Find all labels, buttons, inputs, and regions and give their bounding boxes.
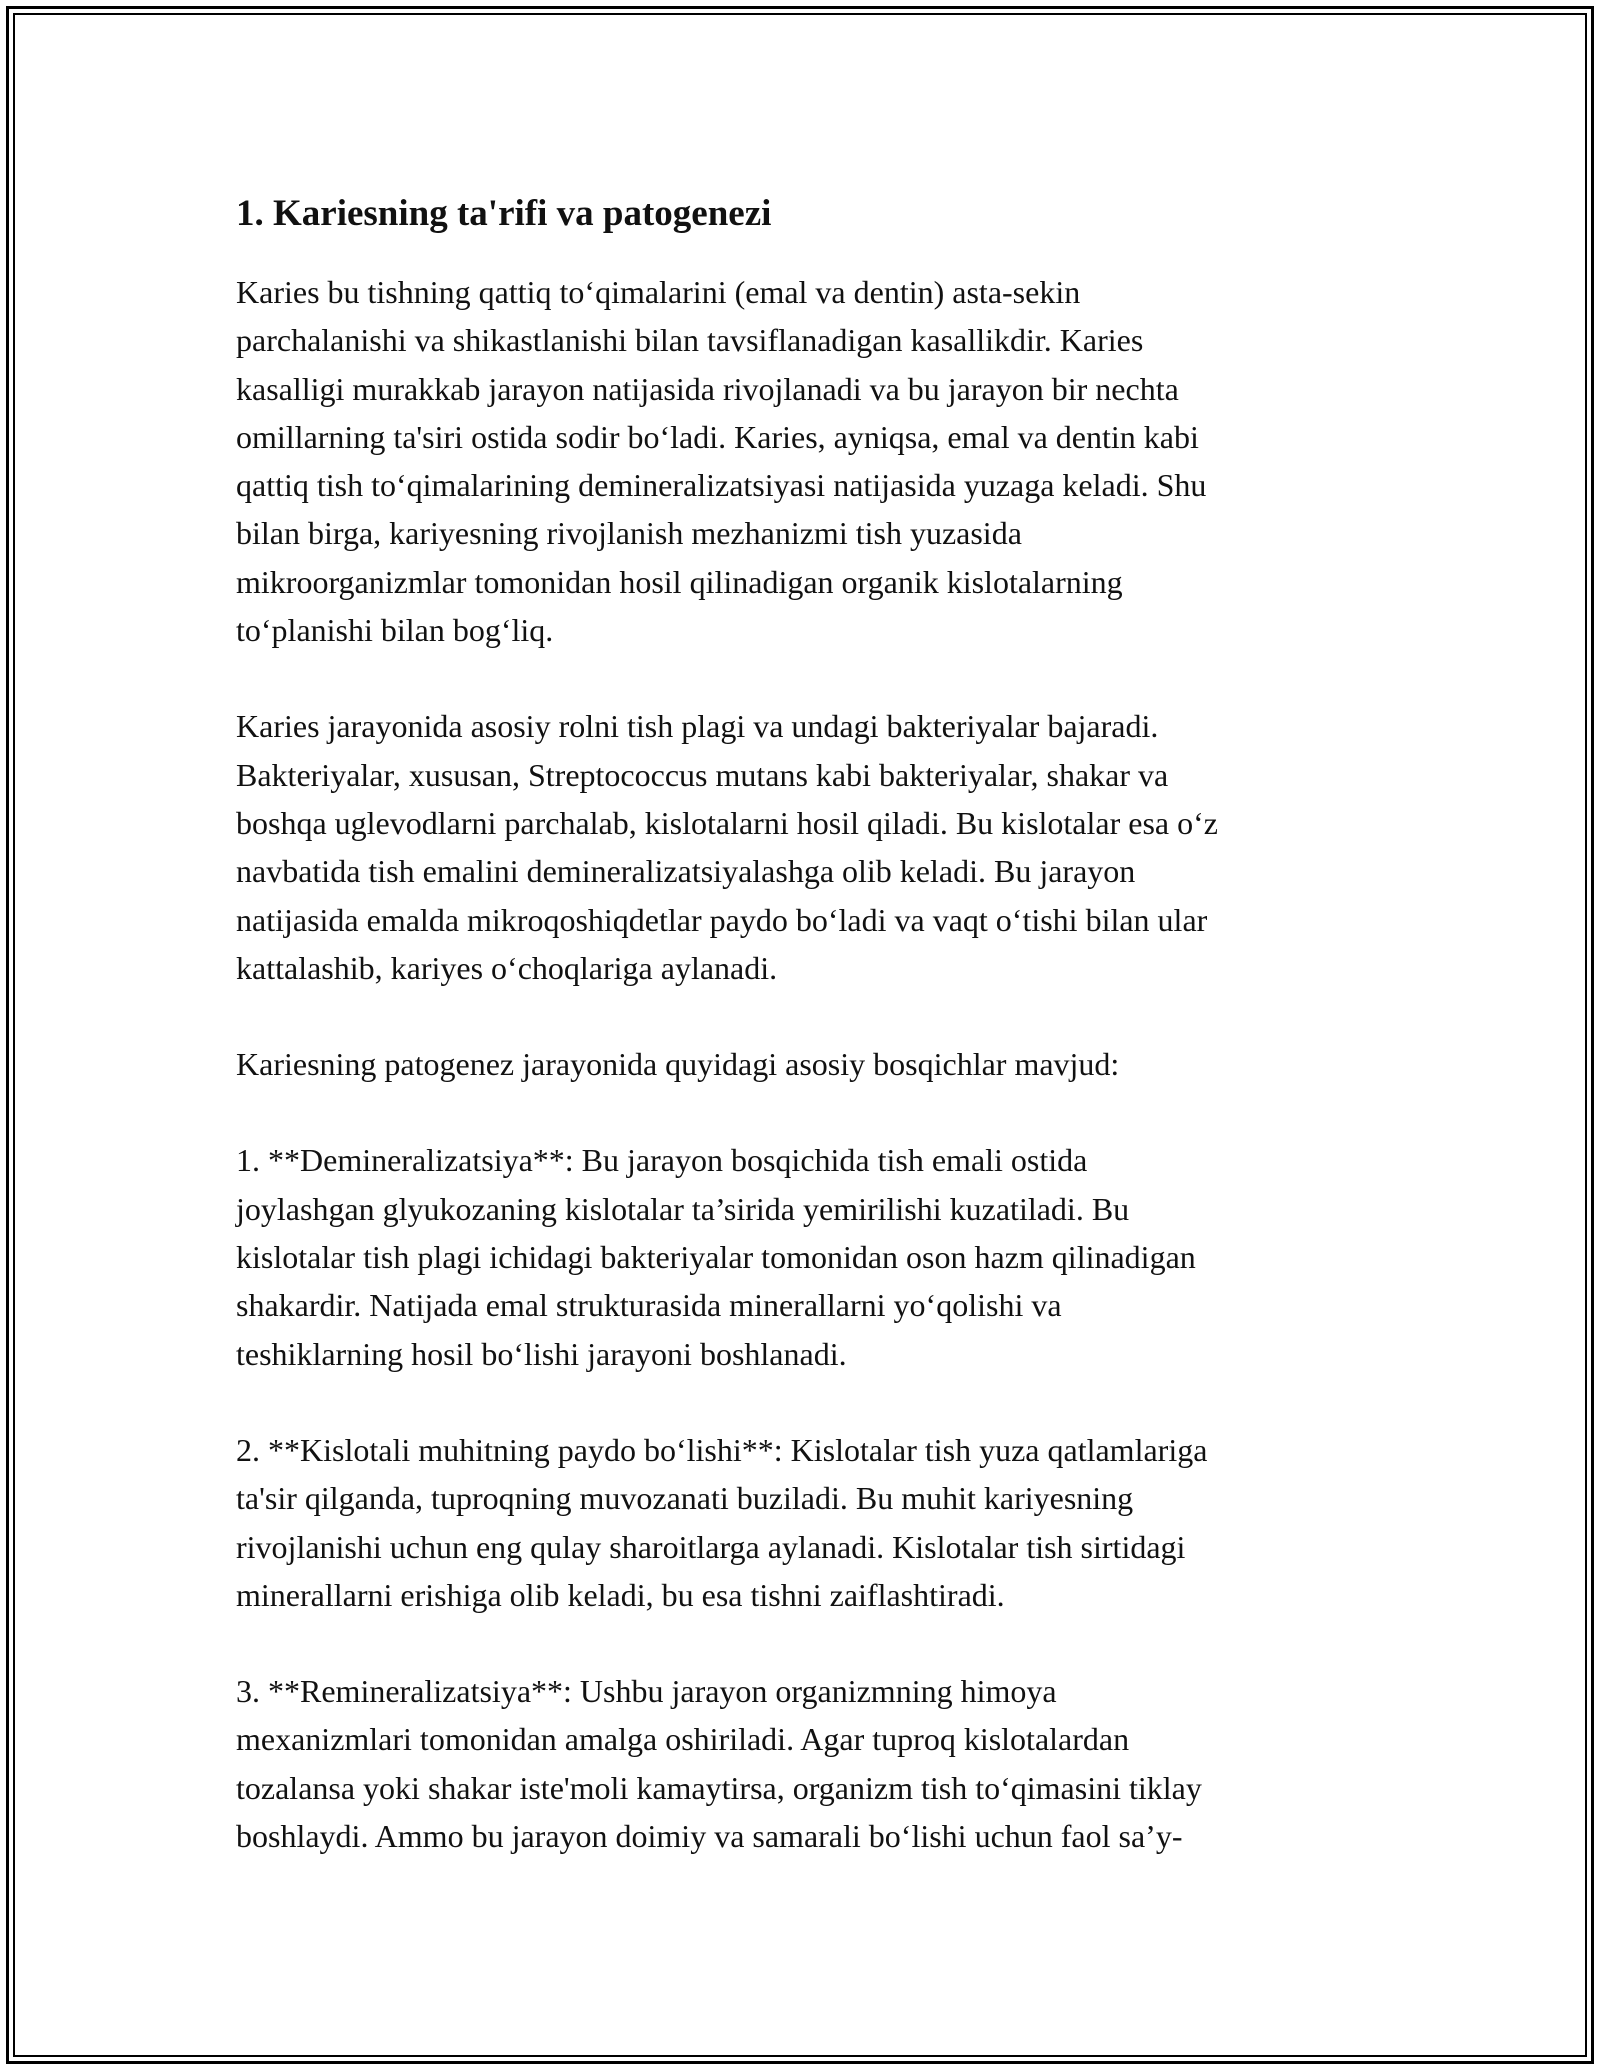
- paragraph-definition: Karies bu tishning qattiq to‘qimalarini (emal va dentin) asta-sekin parchalanishi va shikastlanishi bilan tavsiflanadigan kasallikdir. Karies kasalligi murakkab jarayon natijasida rivojlanadi va bu jarayon bir nechta omillarning ta'siri ostida sodir bo‘ladi. Karies, ayniqsa, emal va dentin kabi qattiq tish to‘qimalarining demineralizatsiyasi natijasida yuzaga keladi. Shu bilan birga, kariyesning rivojlanish mezhanizmi tish yuzasida mikroorganizmlar tomonidan hosil qilinadigan organik kislotalarning to‘planishi bilan bog‘liq.: [236, 274, 1207, 649]
- paragraph-stage-2: 2. **Kislotali muhitning paydo bo‘lishi**: Kislotalar tish yuza qatlamlariga ta'sir qilganda, tuproqning muvozanati buziladi. Bu muhit kariyesning rivojlanishi uchun eng qulay sharoitlarga aylanadi. Kislotalar tish sirtidagi minerallarni erishiga olib keladi, bu esa tishni zaiflashtiradi.: [236, 1431, 1208, 1613]
- paragraph-stage-3: 3. **Remineralizatsiya**: Ushbu jarayon organizmning himoya mexanizmlari tomonidan amalga oshiriladi. Agar tuproq kislotalardan tozalansa yoki shakar iste'moli kamaytirsa, organizm tish to‘qimasini tiklay boshlaydi. Ammo bu jarayon doimiy va samarali bo‘lishi uchun faol sa’y-: [236, 1673, 1202, 1855]
- paragraph-stages-intro: Kariesning patogenez jarayonida quyidagi asosiy bosqichlar mavjud:: [236, 1046, 1120, 1083]
- document-body: [236, 186, 1386, 1860]
- paragraph-stage-1: 1. **Demineralizatsiya**: Bu jarayon bosqichida tish emali ostida joylashgan glyukozaning kislotalar ta’sirida yemirilishi kuzatiladi. Bu kislotalar tish plagi ichidagi bakteriyalar tomonidan oson hazm qilinadigan shakardir. Natijada emal strukturasida minerallarni yo‘qolishi va teshiklarning hosil bo‘lishi jarayoni boshlanadi.: [236, 1142, 1196, 1372]
- paragraph-bacteria: Karies jarayonida asosiy rolni tish plagi va undagi bakteriyalar bajaradi. Bakteriyalar, xususan, Streptococcus mutans kabi bakteriyalar, shakar va boshqa uglevodlarni parchalab, kislotalarni hosil qiladi. Bu kislotalar esa o‘z navbatida tish emalini demineralizatsiyalashga olib keladi. Bu jarayon natijasida emalda mikroqoshiqdetlar paydo bo‘ladi va vaqt o‘tishi bilan ular kattalashib, kariyes o‘choqlariga aylanadi.: [236, 708, 1218, 986]
- section-heading: 1. Kariesning ta'rifi va patogenezi: [236, 193, 772, 234]
